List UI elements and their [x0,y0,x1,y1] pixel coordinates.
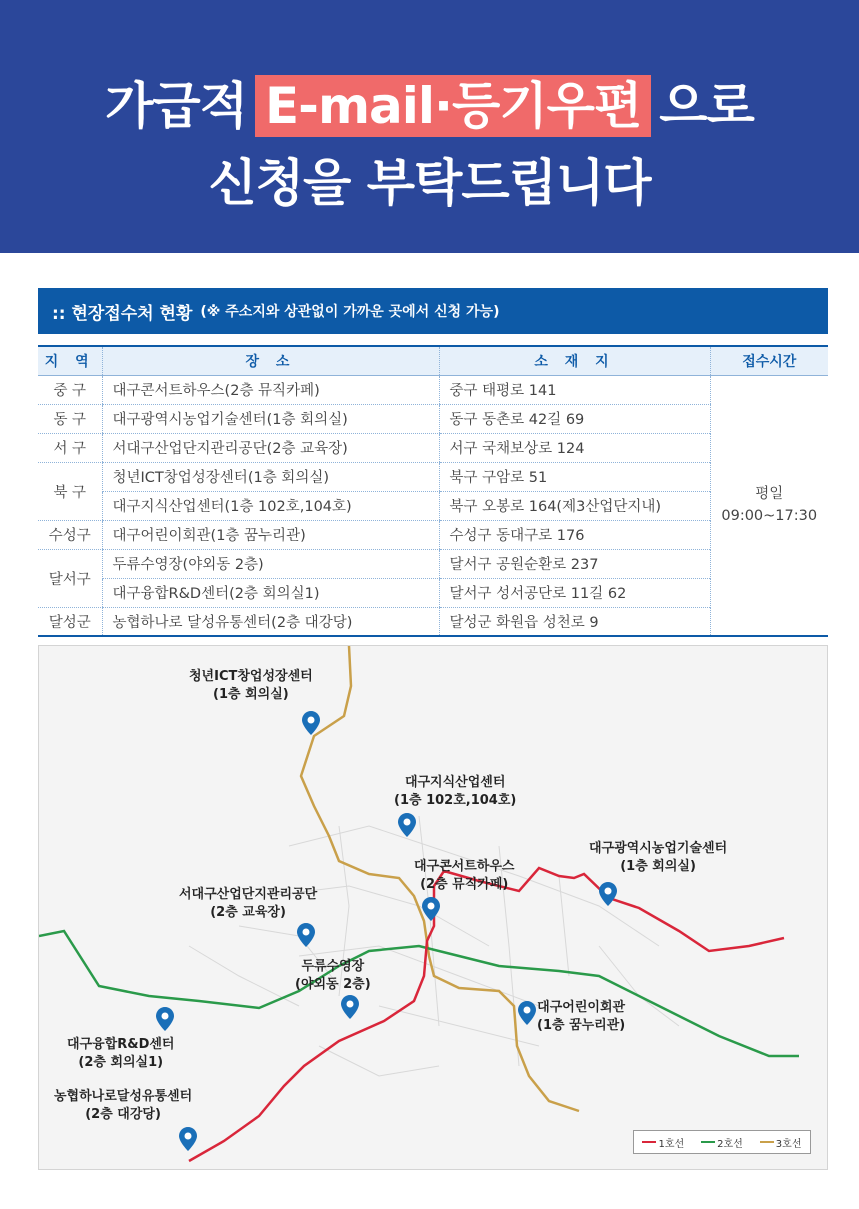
header-place: 장 소 [102,346,439,375]
hero-title-line2: 신청을 부탁드립니다 [208,154,651,212]
region-cell: 달서구 [38,549,102,607]
header-address: 소 재 지 [439,346,710,375]
place-cell: 대구지식산업센터(1층 102호,104호) [102,491,439,520]
location-pin-icon [422,897,440,921]
hero-highlight: E-mail·등기우편 [255,75,651,137]
address-cell: 서구 국채보상로 124 [439,433,710,462]
hero-banner [0,0,859,253]
place-cell: 두류수영장(야외동 2층) [102,549,439,578]
map-label-knowledge: 대구지식산업센터 (1층 102호,104호) [394,775,517,808]
place-cell: 농협하나로 달성유통센터(2층 대강당) [102,607,439,636]
map-label-agri: 대구광역시농업기술센터 (1층 회의실) [589,841,728,874]
reception-table [38,345,828,637]
place-cell: 서대구산업단지관리공단(2층 교육장) [102,433,439,462]
address-cell: 달서구 성서공단로 11길 62 [439,578,710,607]
location-pin-icon [302,711,320,735]
table-row [38,520,828,549]
region-cell: 달성군 [38,607,102,636]
address-cell: 중구 태평로 141 [439,375,710,404]
address-cell: 수성구 동대구로 176 [439,520,710,549]
table-row [38,578,828,607]
place-cell: 대구어린이회관(1층 꿈누리관) [102,520,439,549]
map-label-seodaegu: 서대구산업단지관리공단 (2층 교육장) [179,887,318,920]
table-row [38,404,828,433]
map-label-nonghyup: 농협하나로달성유통센터 (2층 대강당) [54,1089,193,1122]
region-cell: 북 구 [38,462,102,520]
hero-title-line1 [0,66,859,138]
legend-item-line3: 3호선 [760,1135,802,1150]
hero-text-before: 가급적 [105,77,248,135]
region-cell: 서 구 [38,433,102,462]
subway-map [38,645,828,1170]
region-cell: 수성구 [38,520,102,549]
region-cell: 동 구 [38,404,102,433]
place-cell: 대구광역시농업기술센터(1층 회의실) [102,404,439,433]
table-row [38,491,828,520]
map-label-duryu: 두류수영장 (야외동 2층) [295,959,371,992]
location-pin-icon [297,923,315,947]
location-pin-icon [179,1127,197,1151]
hero-text-after: 으로 [659,77,754,135]
legend-item-line2: 2호선 [701,1135,743,1150]
address-cell: 북구 오봉로 164(제3산업단지내) [439,491,710,520]
location-pin-icon [341,995,359,1019]
place-cell: 대구콘서트하우스(2층 뮤직카페) [102,375,439,404]
hours-cell [710,375,828,636]
table-row [38,375,828,404]
table-row [38,607,828,636]
header-region: 지 역 [38,346,102,375]
location-pin-icon [156,1007,174,1031]
section-header [38,288,828,334]
address-cell: 동구 동촌로 42길 69 [439,404,710,433]
region-cell: 중 구 [38,375,102,404]
map-legend [633,1130,811,1154]
location-pin-icon [599,882,617,906]
map-label-children: 대구어린이회관 (1층 꿈누리관) [537,1000,626,1033]
address-cell: 달성군 화원읍 성천로 9 [439,607,710,636]
table-header-row [38,346,828,375]
table-row [38,433,828,462]
location-pin-icon [398,813,416,837]
header-hours: 접수시간 [710,346,828,375]
place-cell: 대구융합R&D센터(2층 회의실1) [102,578,439,607]
map-label-rnd: 대구융합R&D센터 (2층 회의실1) [67,1037,175,1070]
address-cell: 달서구 공원순환로 237 [439,549,710,578]
location-pin-icon [518,1001,536,1025]
table-row [38,549,828,578]
legend-item-line1: 1호선 [642,1135,684,1150]
section-title: :: 현장접수처 현황 [52,303,193,324]
table-row [38,462,828,491]
address-cell: 북구 구암로 51 [439,462,710,491]
hours-day: 평일 [755,486,784,503]
map-label-concert: 대구콘서트하우스 (2층 뮤직카페) [414,859,515,892]
hours-time: 09:00~17:30 [721,508,818,525]
place-cell: 청년ICT창업성장센터(1층 회의실) [102,462,439,491]
map-label-ict: 청년ICT창업성장센터 (1층 회의실) [189,669,313,702]
section-note: (※ 주소지와 상관없이 가까운 곳에서 신청 가능) [200,304,500,320]
